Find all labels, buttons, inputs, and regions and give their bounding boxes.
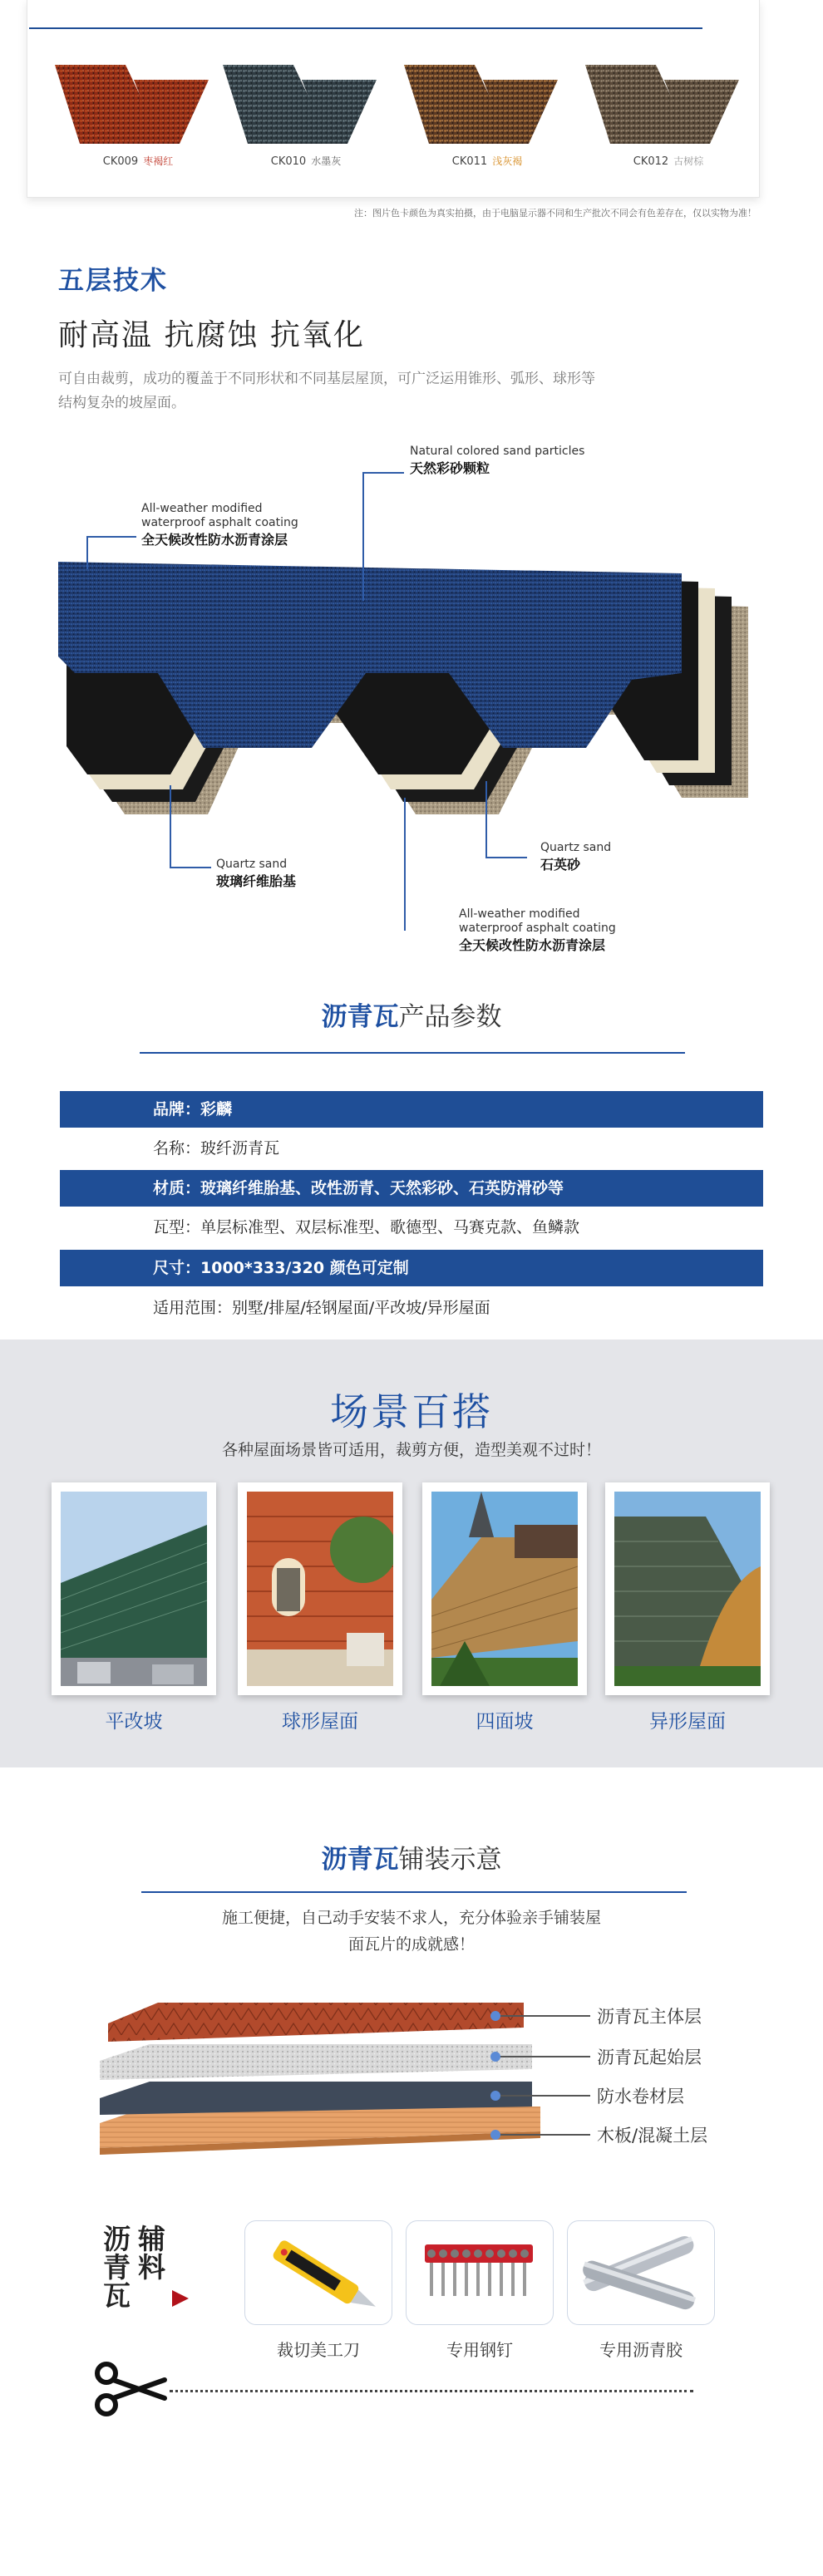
tool-label: 专用钢钉 [446, 2340, 513, 2360]
swatch-tile [223, 65, 377, 144]
shingle-layer-diagram [50, 548, 765, 839]
label-waterproof-coating-bottom: All-weather modified waterproof asphalt coating 全天候改性防水沥青涂层 [459, 907, 616, 953]
leader-line [485, 857, 527, 858]
aux-heading-char: 辅 [138, 2223, 165, 2255]
layer-label: 木板/混凝土层 [597, 2126, 708, 2146]
scene-card-flat-to-slope[interactable] [52, 1482, 216, 1695]
scene-label: 平改坡 [105, 1711, 163, 1733]
five-layer-title: 五层技术 [58, 266, 168, 296]
layer-marker-dot [490, 2130, 500, 2140]
five-layer-subtitle: 耐高温 抗腐蚀 抗氧化 [58, 318, 365, 352]
param-row-brand: 品牌：彩麟 [60, 1091, 763, 1128]
scenes-subtitle: 各种屋面场景皆可适用，裁剪方便，造型美观不过时！ [221, 1441, 601, 1459]
leader-line [485, 781, 487, 858]
leader-line [404, 798, 406, 931]
swatch-name: 古树棕 [673, 155, 704, 167]
swatch-tile [404, 65, 558, 144]
utility-knife-icon [245, 2221, 392, 2324]
leader-line [86, 536, 136, 538]
swatch-code: CK009 [102, 155, 139, 168]
param-row-size: 尺寸：1000*333/320 颜色可定制 [60, 1250, 763, 1286]
scissors-icon [93, 2360, 168, 2418]
scene-photo [61, 1492, 207, 1686]
swatch-ck012[interactable] [585, 50, 752, 166]
layer-leader-line [500, 2095, 590, 2097]
scene-card-special-roof[interactable] [605, 1482, 770, 1695]
param-row-type: 瓦型：单层标准型、双层标准型、歌德型、马赛克款、鱼鳞款 [60, 1209, 763, 1246]
color-disclaimer-note: 注：图片色卡颜色为真实拍摄，由于电脑显示器不同和生产批次不同会有色差存在，仅以实物为准！ [354, 208, 756, 219]
label-fiberglass-mat: Quartz sand 玻璃纤维胎基 [216, 858, 297, 889]
layer-marker-dot [490, 2011, 500, 2021]
swatch-divider [29, 27, 702, 29]
label-natural-sand: Natural colored sand particles 天然彩砂颗粒 [410, 445, 585, 476]
layer-marker-dot [490, 2052, 500, 2062]
aux-heading-char: 沥 [103, 2223, 131, 2255]
five-layer-description: 可自由裁剪，成功的覆盖于不同形状和不同基层屋顶，可广泛运用锥形、弧形、球形等结构复杂的坡屋面。 [58, 371, 595, 411]
scene-photo [614, 1492, 761, 1686]
scene-label: 球形屋面 [282, 1711, 358, 1733]
param-row-name: 名称：玻纤沥青瓦 [60, 1130, 763, 1167]
swatch-tile [55, 65, 209, 144]
scenes-title: 场景百搭 [330, 1389, 493, 1434]
param-row-material: 材质：玻璃纤维胎基、改性沥青、天然彩砂、石英防滑砂等 [60, 1170, 763, 1207]
asphalt-glue-icon [568, 2221, 714, 2324]
leader-line [170, 785, 171, 868]
layer-leader-line [500, 2015, 590, 2017]
leader-line [170, 867, 211, 868]
param-row-usage: 适用范围：别墅/排屋/轻钢屋面/平改坡/异形屋面 [60, 1290, 763, 1326]
leader-line [362, 472, 364, 601]
aux-heading-char: 料 [138, 2251, 165, 2283]
scene-label: 四面坡 [476, 1711, 534, 1733]
paving-divider [141, 1891, 687, 1893]
scene-card-hip-roof[interactable] [422, 1482, 587, 1695]
swatch-name: 浅灰褐 [492, 155, 523, 167]
swatch-ck011[interactable] [404, 50, 570, 166]
paving-layer-stack [91, 1990, 557, 2181]
starter-layer [100, 2044, 532, 2080]
swatch-name: 水墨灰 [311, 155, 342, 167]
shingle-main-layer [108, 2003, 524, 2042]
layer-label: 沥青瓦起始层 [597, 2048, 702, 2067]
paving-title: 沥青瓦铺装示意 [321, 1845, 502, 1875]
scene-photo [431, 1492, 578, 1686]
label-quartz-sand: Quartz sand 石英砂 [540, 841, 612, 873]
tool-card-glue[interactable] [567, 2220, 715, 2325]
swatch-ck010[interactable] [223, 50, 389, 166]
paving-description: 施工便捷，自己动手安装不求人，充分体验亲手铺装屋 面瓦片的成就感！ [221, 1909, 601, 1954]
layer-leader-line [500, 2056, 590, 2057]
leader-line [362, 472, 404, 474]
scene-label: 异形屋面 [649, 1711, 726, 1733]
aux-heading-char: 瓦 [103, 2279, 131, 2312]
params-divider [140, 1052, 685, 1054]
swatch-code: CK010 [270, 155, 307, 168]
swatch-ck009[interactable] [55, 50, 221, 166]
layer-leader-line [500, 2134, 590, 2136]
layer-label: 沥青瓦主体层 [597, 2007, 702, 2027]
tool-label: 专用沥青胶 [599, 2340, 683, 2360]
swatch-tile [585, 65, 739, 144]
swatch-name: 枣褐红 [143, 155, 174, 167]
swatch-code: CK012 [633, 155, 669, 168]
swatch-code: CK011 [451, 155, 488, 168]
label-waterproof-coating-top: All-weather modified waterproof asphalt coating 全天候改性防水沥青涂层 [141, 502, 298, 548]
tool-card-nails[interactable] [406, 2220, 554, 2325]
scene-photo [247, 1492, 393, 1686]
cut-line [170, 2390, 693, 2392]
tool-card-knife[interactable] [244, 2220, 392, 2325]
params-title: 沥青瓦产品参数 [321, 1002, 502, 1032]
scene-card-dome[interactable] [238, 1482, 402, 1695]
layer-label: 防水卷材层 [597, 2087, 684, 2107]
aux-heading-char: 青 [103, 2251, 131, 2283]
leader-line [86, 536, 88, 569]
play-arrow-icon [170, 2288, 190, 2308]
nails-icon [407, 2221, 553, 2324]
layer-marker-dot [490, 2091, 500, 2101]
tool-label: 裁切美工刀 [277, 2340, 360, 2360]
